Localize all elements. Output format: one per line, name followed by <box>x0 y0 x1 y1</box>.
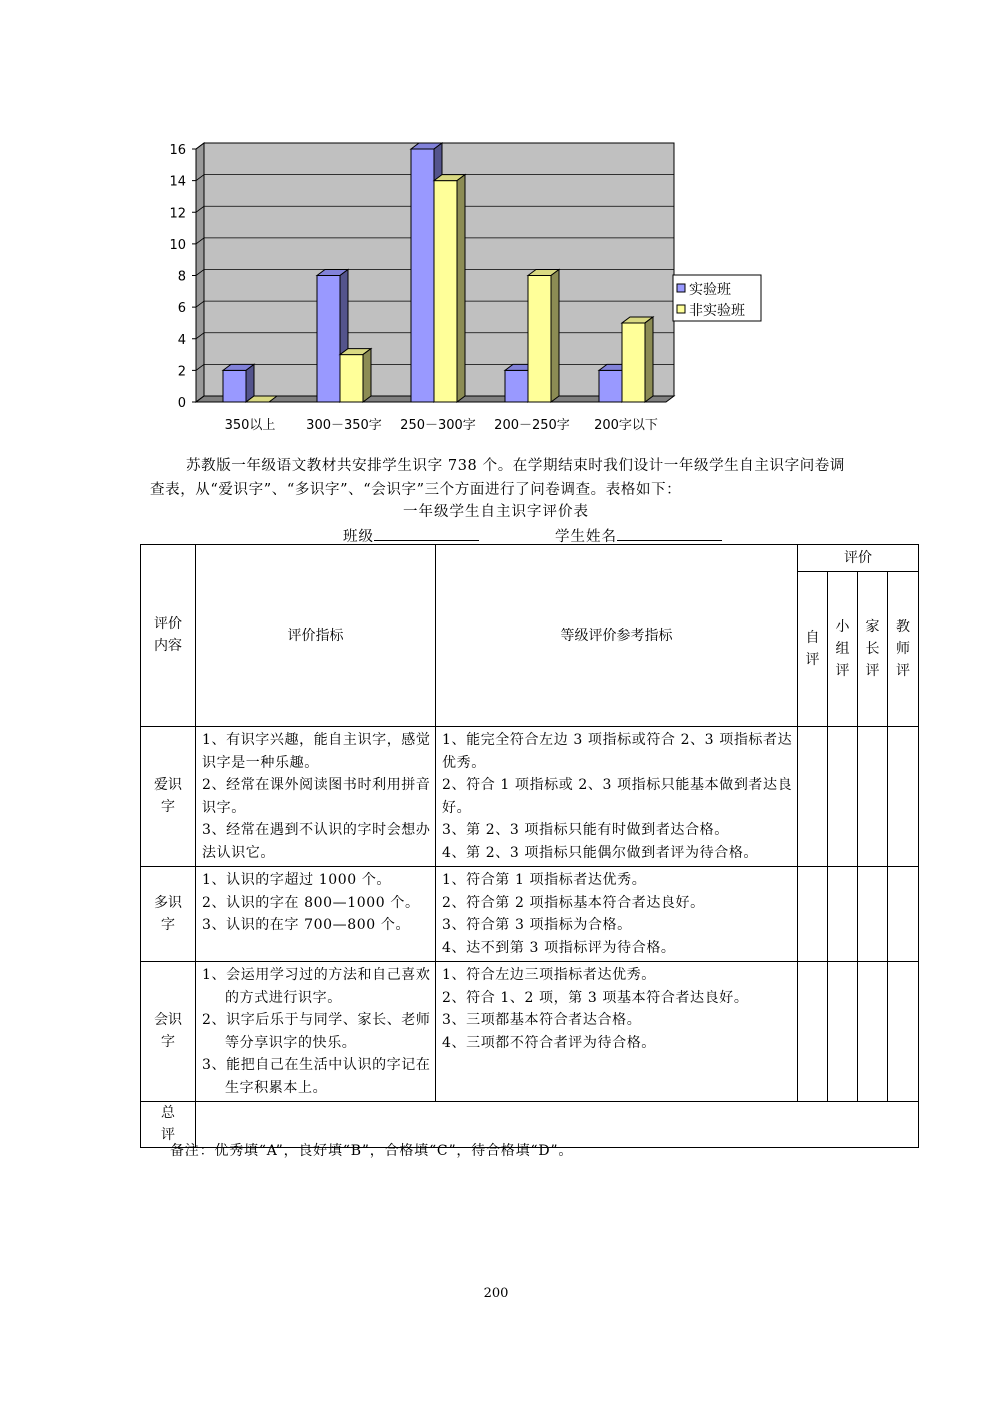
bar-front <box>434 181 457 402</box>
bar-front <box>622 323 645 402</box>
self-score-cell[interactable] <box>798 727 828 867</box>
reference-item: 3、第 2、3 项指标只能有时做到者达合格。 <box>442 822 729 838</box>
bar-side <box>551 270 559 403</box>
y-tick-label: 12 <box>169 206 186 222</box>
y-tick-label: 4 <box>177 332 186 348</box>
teacher-score-cell[interactable] <box>888 867 919 962</box>
bar-side <box>363 349 371 402</box>
reference-cell <box>436 867 798 962</box>
x-tick-label: 300－350字 <box>306 418 382 433</box>
indicator-item: 2、识字后乐于与同学、家长、老师等分享识字的快乐。 <box>202 1012 431 1051</box>
student-name-blank <box>617 526 722 541</box>
indicator-item: 3、经常在遇到不认识的字时会想办法认识它。 <box>202 822 431 861</box>
x-tick-label: 200字以下 <box>594 418 658 433</box>
indicator-cell <box>196 727 436 867</box>
summary-label: 总评 <box>141 1102 196 1148</box>
bar-front <box>317 276 340 403</box>
header-parent: 家长评 <box>858 572 888 727</box>
bar-front <box>528 276 551 403</box>
indicator-cell <box>196 962 436 1102</box>
reference-item: 3、三项都基本符合者达合格。 <box>442 1012 642 1028</box>
table-row-love <box>141 727 919 867</box>
y-tick-label: 2 <box>177 364 186 380</box>
teacher-score-cell[interactable] <box>888 727 919 867</box>
reference-item: 4、达不到第 3 项指标评为待合格。 <box>442 939 676 956</box>
reference-item: 4、三项都不符合者评为待合格。 <box>442 1034 656 1051</box>
indicator-item: 2、认识的字在 800—1000 个。 <box>202 894 420 911</box>
y-tick-label: 16 <box>169 143 186 158</box>
x-tick-label: 200－250字 <box>494 418 570 433</box>
y-tick-label: 8 <box>177 269 186 285</box>
reference-item: 1、符合第 1 项指标者达优秀。 <box>442 872 647 888</box>
y-tick-label: 14 <box>169 174 186 190</box>
bar-front <box>411 149 434 402</box>
group-score-cell[interactable] <box>828 727 858 867</box>
reference-cell <box>436 727 798 867</box>
table-title: 一年级学生自主识字评价表 <box>403 504 589 520</box>
parent-score-cell[interactable] <box>858 962 888 1102</box>
evaluation-table <box>140 544 919 1148</box>
parent-score-cell[interactable] <box>858 727 888 867</box>
indicator-item: 1、会运用学习过的方法和自己喜欢的方式进行识字。 <box>202 967 431 1006</box>
header-reference: 等级评价参考指标 <box>436 545 798 727</box>
header-evaluation: 评价 <box>798 545 919 572</box>
header-content: 评价内容 <box>141 545 196 727</box>
header-group: 小组评 <box>828 572 858 727</box>
table-row-many <box>141 867 919 962</box>
x-tick-label: 350以上 <box>224 418 276 433</box>
legend-label: 实验班 <box>689 282 731 298</box>
bar-front <box>223 370 246 402</box>
bar-chart <box>150 135 770 440</box>
self-score-cell[interactable] <box>798 867 828 962</box>
class-label: 班级 <box>343 529 374 545</box>
footnote: 备注：优秀填“A”，良好填“B”，合格填“C”，待合格填“D”。 <box>170 1143 574 1159</box>
indicator-item: 1、有识字兴趣，能自主识字，感觉识字是一种乐趣。 <box>202 732 431 771</box>
bar-front <box>340 355 363 402</box>
legend-swatch <box>677 284 685 292</box>
parent-score-cell[interactable] <box>858 867 888 962</box>
class-field <box>343 525 479 546</box>
table-row-able <box>141 962 919 1102</box>
header-indicator: 评价指标 <box>196 545 436 727</box>
indicator-item: 3、能把自己在生活中认识的字记在生字积累本上。 <box>202 1057 431 1096</box>
reference-item: 1、能完全符合左边 3 项指标或符合 2、3 项指标者达优秀。 <box>442 732 793 771</box>
reference-item: 3、符合第 3 项指标为合格。 <box>442 917 632 933</box>
intro-paragraph: 苏教版一年级语文教材共安排学生识字 738 个。在学期结束时我们设计一年级学生自主识字问卷调查表，从“爱识字”、“多识字”、“会识字”三个方面进行了问卷调查。表格如下： <box>150 458 845 498</box>
student-name-field <box>555 525 722 546</box>
indicator-item: 1、认识的字超过 1000 个。 <box>202 872 392 888</box>
self-score-cell[interactable] <box>798 962 828 1102</box>
row-label: 爱识字 <box>141 727 196 867</box>
legend-label: 非实验班 <box>689 303 745 319</box>
reference-item: 2、符合第 2 项指标基本符合者达良好。 <box>442 894 705 911</box>
row-label: 会识字 <box>141 962 196 1102</box>
y-tick-label: 0 <box>177 396 186 411</box>
header-self: 自评 <box>798 572 828 727</box>
row-label: 多识字 <box>141 867 196 962</box>
legend-swatch <box>677 305 685 313</box>
teacher-score-cell[interactable] <box>888 962 919 1102</box>
indicator-cell <box>196 867 436 962</box>
indicator-item: 3、认识的在字 700—800 个。 <box>202 917 411 933</box>
reference-cell <box>436 962 798 1102</box>
bar-front <box>599 370 622 402</box>
bar-side <box>645 317 653 402</box>
bar-front <box>505 370 528 402</box>
reference-item: 4、第 2、3 项指标只能偶尔做到者评为待合格。 <box>442 844 759 861</box>
student-name-label: 学生姓名 <box>555 529 617 545</box>
reference-item: 2、符合 1 项指标或 2、3 项指标只能基本做到者达良好。 <box>442 777 793 816</box>
bar-side <box>457 175 465 402</box>
y-tick-label: 10 <box>169 237 186 253</box>
x-tick-label: 250－300字 <box>400 418 476 433</box>
y-tick-label: 6 <box>177 301 186 317</box>
header-teacher: 教师评 <box>888 572 919 727</box>
reference-item: 1、符合左边三项指标者达优秀。 <box>442 967 656 983</box>
indicator-item: 2、经常在课外阅读图书时利用拼音识字。 <box>202 777 431 816</box>
class-blank <box>374 526 479 541</box>
group-score-cell[interactable] <box>828 867 858 962</box>
page-number: 200 <box>483 1286 509 1301</box>
reference-item: 2、符合 1、2 项，第 3 项基本符合者达良好。 <box>442 989 749 1006</box>
group-score-cell[interactable] <box>828 962 858 1102</box>
